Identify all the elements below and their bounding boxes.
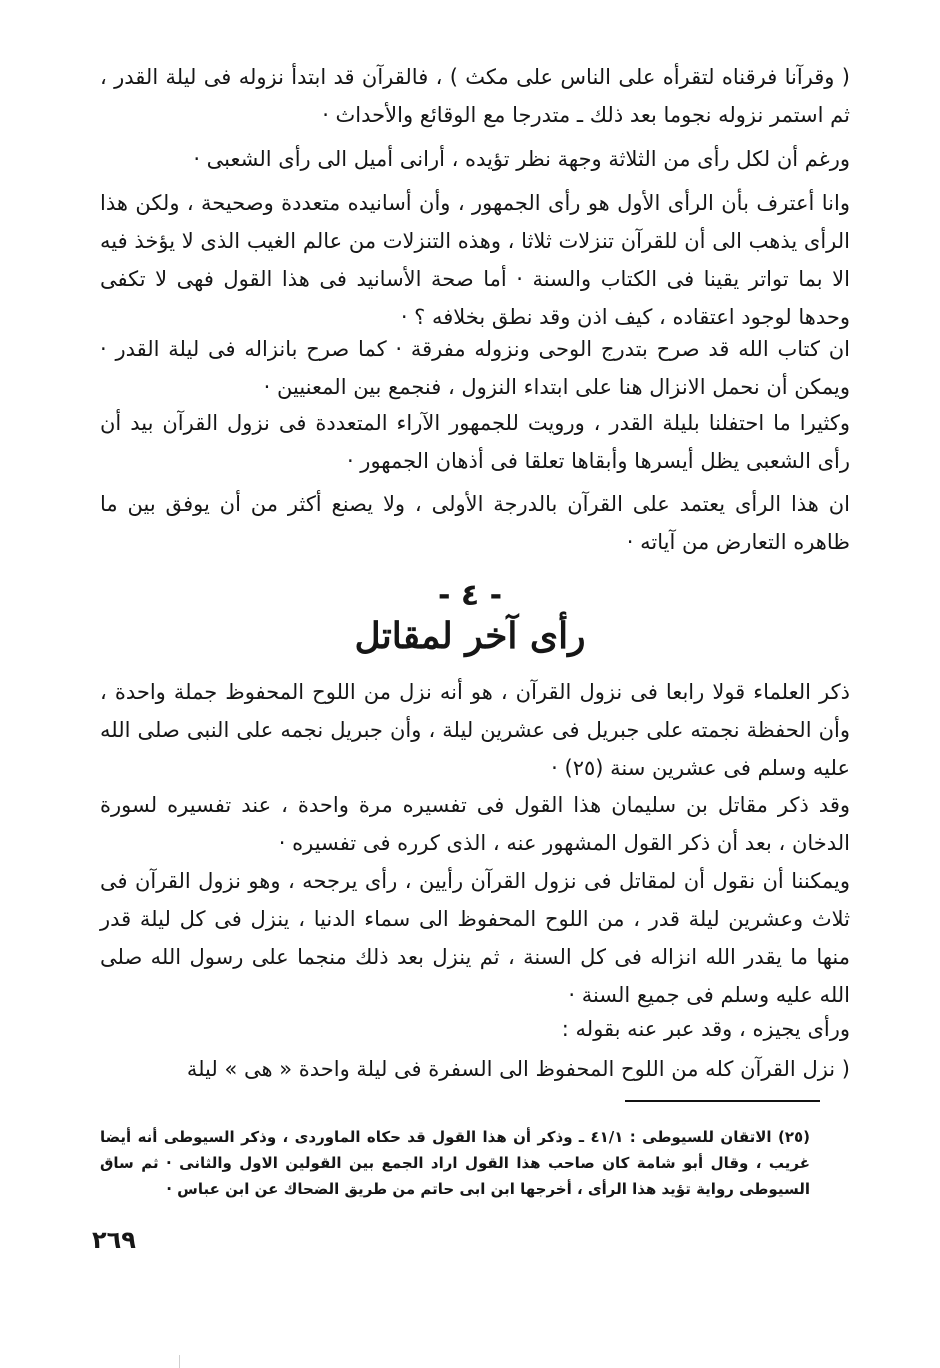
paragraph-2: ورغم أن لكل رأى من الثلاثة وجهة نظر تؤيده ، أرانى أميل الى رأى الشعبى · [193, 147, 850, 171]
page-number: ٢٦٩ [92, 1226, 136, 1254]
paragraph-5: وكثيرا ما احتفلنا بليلة القدر ، ورويت للجمهور الآراء المتعددة فى نزول القرآن بيد أن رأى الشعبى يظل أيسرها وأبقاها تعلقا فى أذهان الجمهور · [100, 411, 850, 473]
paragraph-1: ( وقرآنا فرقناه لتقرأه على الناس على مكث ) ، فالقرآن قد ابتدأ نزوله فى ليلة القدر ، ثم استمر نزوله نجوما بعد ذلك ـ متدرجا مع الوقائع والأحداث · [100, 65, 850, 127]
scan-artifact-line [179, 1355, 180, 1368]
paragraph-11: ( نزل القرآن كله من اللوح المحفوظ الى السفرة فى ليلة واحدة « هى » ليلة [186, 1057, 850, 1081]
paragraph-6: ان هذا الرأى يعتمد على القرآن بالدرجة الأولى ، ولا يصنع أكثر من أن يوفق بين ما ظاهره التعارض من آياته · [100, 492, 850, 554]
paragraph-10: ورأى يجيزه ، وقد عبر عنه بقوله : [561, 1017, 850, 1041]
footnote-25: (٢٥) الاتقان للسيوطى : ٤١/١ ـ وذكر أن هذا القول قد حكاه الماوردى ، وذكر السيوطى أنه أيضا غريب ، وقال أبو شامة كان صاحب هذا القول اراد الجمع بين القولين الاول والثانى · ثم ساق السيوطى رواية تؤيد هذا الرأى ، أخرجها ابن ابى حاتم من طريق الضحاك عن ابن عباس · [100, 1128, 810, 1198]
footnote-divider [625, 1100, 820, 1102]
paragraph-9: ويمكننا أن نقول أن لمقاتل فى نزول القرآن رأيين ، رأى يرجحه ، وهو نزول القرآن فى ثلاث وعشرين ليلة قدر ، من اللوح المحفوظ الى سماء الدنيا ، ينزل فى كل ليلة قدر منها ما يقدر الله انزاله فى كل السنة ، ثم ينزل بعد ذلك منجما على رسول الله صلى الله عليه وسلم فى جميع السنة · [100, 869, 850, 1007]
section-title: رأى آخر لمقاتل [354, 615, 586, 657]
section-number: - ٤ - [437, 578, 503, 613]
paragraph-8: وقد ذكر مقاتل بن سليمان هذا القول فى تفسيره مرة واحدة ، عند تفسيره لسورة الدخان ، بعد أن ذكر القول المشهور عنه ، الذى كرره فى تفسيره · [100, 793, 850, 855]
paragraph-4: ان كتاب الله قد صرح بتدرج الوحى ونزوله مفرقة · كما صرح بانزاله فى ليلة القدر · ويمكن أن نحمل الانزال هنا على ابتداء النزول ، فنجمع بين المعنيين · [100, 337, 850, 399]
paragraph-7: ذكر العلماء قولا رابعا فى نزول القرآن ، هو أنه نزل من اللوح المحفوظ جملة واحدة ، وأن الحفظة نجمته على جبريل فى عشرين ليلة ، وأن جبريل نجمه على النبى صلى الله عليه وسلم فى عشرين سنة (٢٥) · [100, 680, 850, 780]
paragraph-3: وانا أعترف بأن الرأى الأول هو رأى الجمهور ، وأن أسانيده متعددة وصحيحة ، ولكن هذا الرأى يذهب الى أن للقرآن تنزلات ثلاثا ، وهذه التنزلات من عالم الغيب الذى لا يؤخذ فيه الا بما تواتر يقينا فى الكتاب والسنة · أما صحة الأسانيد فى هذا القول فهى لا تكفى وحدها لوجود اعتقاده ، كيف اذن وقد نطق بخلافه ؟ · [100, 191, 850, 329]
